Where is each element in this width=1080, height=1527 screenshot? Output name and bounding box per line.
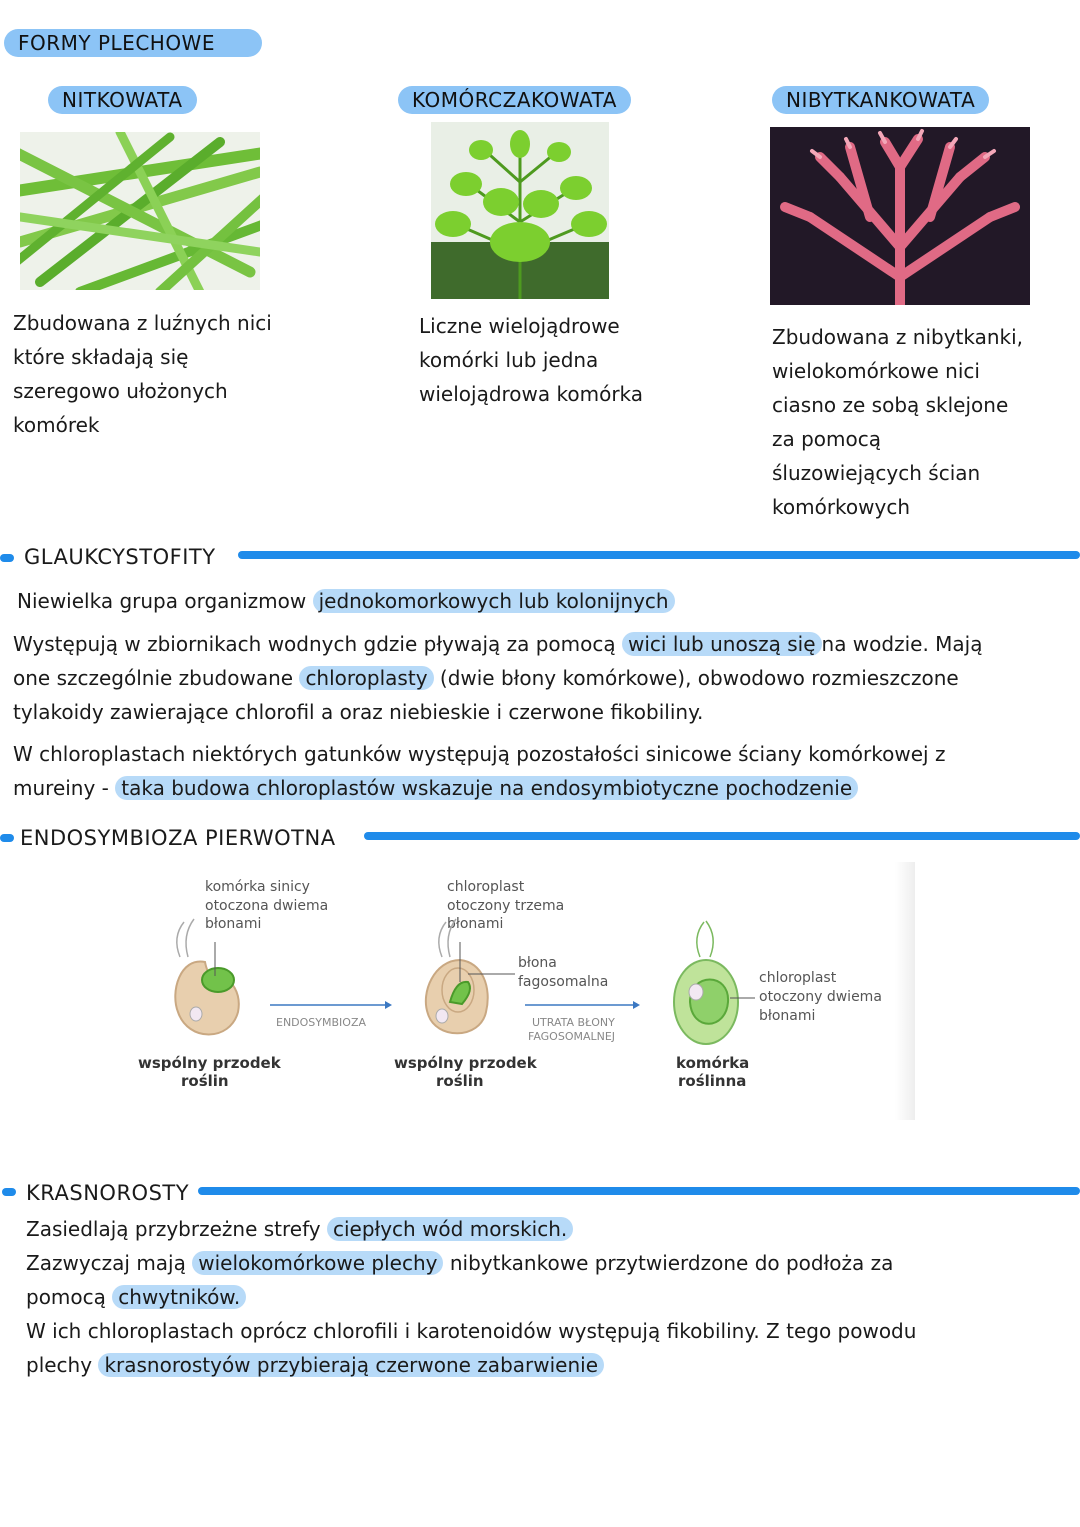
diagram-label: błona: [518, 955, 557, 971]
section-title-endo: ENDOSYMBIOZA PIERWOTNA: [20, 826, 336, 850]
highlight: krasnorostyów przybierają czerwone zabarwienie: [98, 1353, 604, 1377]
diagram-caption: roślin: [436, 1072, 484, 1090]
section-bullet: [0, 554, 14, 562]
diagram-caption: wspólny przodek: [394, 1054, 537, 1072]
glauk-line-6: mureiny - taka budowa chloroplastów wskazuje na endosymbiotyczne pochodzenie: [13, 771, 858, 805]
red-algae-image: [770, 127, 1030, 305]
form-desc-line: które składają się: [13, 345, 189, 369]
filamentous-algae-image: [20, 132, 260, 290]
krasno-line-4: W ich chloroplastach oprócz chlorofili i karotenoidów występują fikobiliny. Z tego powodu: [26, 1319, 917, 1343]
form-desc-line: Zbudowana z nibytkanki,: [772, 325, 1024, 349]
form-label-nibytkankowata: NIBYTKANKOWATA: [772, 86, 989, 114]
highlight: wici lub unoszą się: [622, 632, 822, 656]
glauk-line-4: tylakoidy zawierające chlorofil a oraz niebieskie i czerwone fikobiliny.: [13, 700, 704, 724]
arrow-label: UTRATA BŁONY: [532, 1016, 615, 1029]
section-divider: [364, 832, 1080, 840]
diagram-label: otoczona dwiema: [205, 898, 329, 914]
highlight: wielokomórkowe plechy: [192, 1251, 443, 1275]
highlight: jednokomorkowych lub kolonijnych: [313, 589, 675, 613]
diagram-label: fagosomalna: [518, 974, 609, 990]
form-desc-line: Zbudowana z luźnych nici: [13, 311, 272, 335]
diagram-label: chloroplast: [447, 879, 525, 895]
diagram-label: otoczony dwiema: [759, 989, 882, 1005]
diagram-label: błonami: [205, 916, 262, 932]
plant-cell-icon: [674, 921, 755, 1044]
highlight: chwytników.: [112, 1285, 246, 1309]
form-desc-line: wielokomórkowe nici: [772, 359, 980, 383]
form-desc-line: śluzowiejących ścian: [772, 461, 981, 485]
diagram-edge-shadow: [895, 862, 915, 1120]
diagram-label: chloroplast: [759, 970, 837, 986]
arrow-label: ENDOSYMBIOZA: [276, 1016, 367, 1029]
form-label-nitkowata: NITKOWATA: [48, 86, 197, 114]
highlight: ciepłych wód morskich.: [327, 1217, 573, 1241]
glauk-line-2: Występują w zbiornikach wodnych gdzie pływają za pomocą wici lub unoszą się na wodzie. Mają: [13, 632, 983, 656]
form-desc-line: szeregowo ułożonych: [13, 379, 228, 403]
diagram-label: otoczony trzema: [447, 898, 565, 914]
section-divider: [238, 551, 1080, 559]
section-title-krasno: KRASNOROSTY: [26, 1181, 190, 1205]
diagram-caption: wspólny przodek: [138, 1054, 281, 1072]
diagram-label: błonami: [447, 916, 504, 932]
highlight: chloroplasty: [299, 666, 433, 690]
form-desc-line: ciasno ze sobą sklejone: [772, 393, 1009, 417]
diagram-caption: roślin: [181, 1072, 229, 1090]
form-desc-line: komórek: [13, 413, 100, 437]
glauk-line-3: one szczególnie zbudowane chloroplasty (dwie błony komórkowe), obwodowo rozmieszczone: [13, 666, 959, 690]
ancestor-cell-icon: [175, 919, 238, 1035]
section-title-formy: FORMY PLECHOWE: [4, 29, 262, 57]
arrow-label: FAGOSOMALNEJ: [528, 1030, 616, 1043]
diagram-label: komórka sinicy: [205, 879, 310, 895]
form-desc-line: Liczne wielojądrowe: [419, 314, 620, 338]
glauk-line-1: Niewielka grupa organizmow jednokomorkowych lub kolonijnych: [17, 584, 675, 618]
glauk-line-5: W chloroplastach niektórych gatunków występują pozostałości sinicowe ściany komórkowej z: [13, 742, 946, 766]
ancestor-cell-icon: [426, 919, 515, 1033]
diagram-caption: roślinna: [678, 1072, 747, 1090]
krasno-line-2: Zazwyczaj mają wielokomórkowe plechy nibytkankowe przytwierdzone do podłoża za: [26, 1251, 894, 1275]
form-desc-line: komórki lub jedna: [419, 348, 599, 372]
form-desc-line: komórkowych: [772, 495, 911, 519]
form-label-komorczakowata: KOMÓRCZAKOWATA: [398, 86, 631, 114]
form-desc-line: za pomocą: [772, 427, 882, 451]
section-bullet: [0, 834, 14, 842]
highlight: taka budowa chloroplastów wskazuje na endosymbiotyczne pochodzenie: [115, 776, 858, 800]
section-title-glauk: GLAUKCYSTOFITY: [24, 545, 216, 569]
section-bullet: [2, 1188, 16, 1196]
krasno-line-3: pomocą chwytników.: [26, 1280, 246, 1314]
diagram-caption: komórka: [676, 1054, 750, 1072]
krasno-line-1: Zasiedlają przybrzeżne strefy ciepłych wód morskich.: [26, 1212, 573, 1246]
section-divider: [198, 1187, 1080, 1195]
diagram-label: błonami: [759, 1008, 816, 1024]
endosymbiosis-diagram: [130, 862, 890, 1120]
krasno-line-5: plechy krasnorostyów przybierają czerwone zabarwienie: [26, 1348, 604, 1382]
form-desc-line: wielojądrowa komórka: [419, 382, 644, 406]
siphonous-algae-image: [431, 122, 609, 299]
